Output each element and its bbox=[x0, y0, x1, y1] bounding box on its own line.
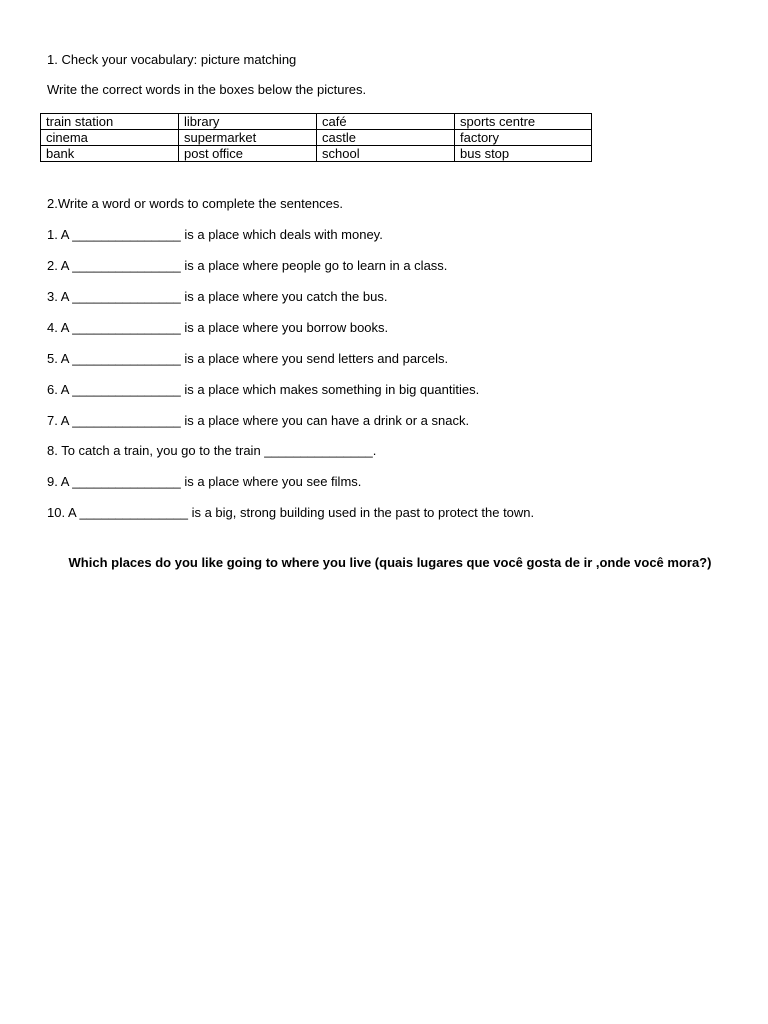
section1-heading: 1. Check your vocabulary: picture matching bbox=[47, 52, 297, 67]
section1-instruction: Write the correct words in the boxes below the pictures. bbox=[47, 82, 367, 97]
sentence-item: 3. A _______________ is a place where you catch the bus. bbox=[47, 289, 388, 304]
table-cell: post office bbox=[179, 146, 317, 162]
closing-question: Which places do you like going to where you live (quais lugares que você gosta de ir ,onde você mora?) bbox=[68, 555, 712, 570]
table-cell: supermarket bbox=[179, 130, 317, 146]
table-cell: cinema bbox=[41, 130, 179, 146]
table-cell: sports centre bbox=[455, 114, 592, 130]
sentence-item: 8. To catch a train, you go to the train _______________. bbox=[47, 443, 377, 458]
table-cell: train station bbox=[41, 114, 179, 130]
table-cell: bus stop bbox=[455, 146, 592, 162]
table-cell: factory bbox=[455, 130, 592, 146]
vocabulary-table bbox=[40, 113, 592, 162]
sentence-item: 2. A _______________ is a place where people go to learn in a class. bbox=[47, 258, 448, 273]
table-cell: school bbox=[317, 146, 455, 162]
table-row bbox=[41, 130, 592, 146]
sentence-item: 7. A _______________ is a place where you can have a drink or a snack. bbox=[47, 413, 470, 428]
sentence-item: 1. A _______________ is a place which deals with money. bbox=[47, 227, 383, 242]
table-row bbox=[41, 114, 592, 130]
table-cell: bank bbox=[41, 146, 179, 162]
table-cell: library bbox=[179, 114, 317, 130]
sentence-item: 10. A _______________ is a big, strong building used in the past to protect the town. bbox=[47, 505, 535, 520]
section2-heading: 2.Write a word or words to complete the sentences. bbox=[47, 196, 344, 211]
table-row bbox=[41, 146, 592, 162]
sentence-item: 4. A _______________ is a place where you borrow books. bbox=[47, 320, 389, 335]
table-cell: castle bbox=[317, 130, 455, 146]
sentence-item: 5. A _______________ is a place where you send letters and parcels. bbox=[47, 351, 449, 366]
sentence-item: 6. A _______________ is a place which makes something in big quantities. bbox=[47, 382, 480, 397]
table-cell: café bbox=[317, 114, 455, 130]
sentence-item: 9. A _______________ is a place where you see films. bbox=[47, 474, 362, 489]
